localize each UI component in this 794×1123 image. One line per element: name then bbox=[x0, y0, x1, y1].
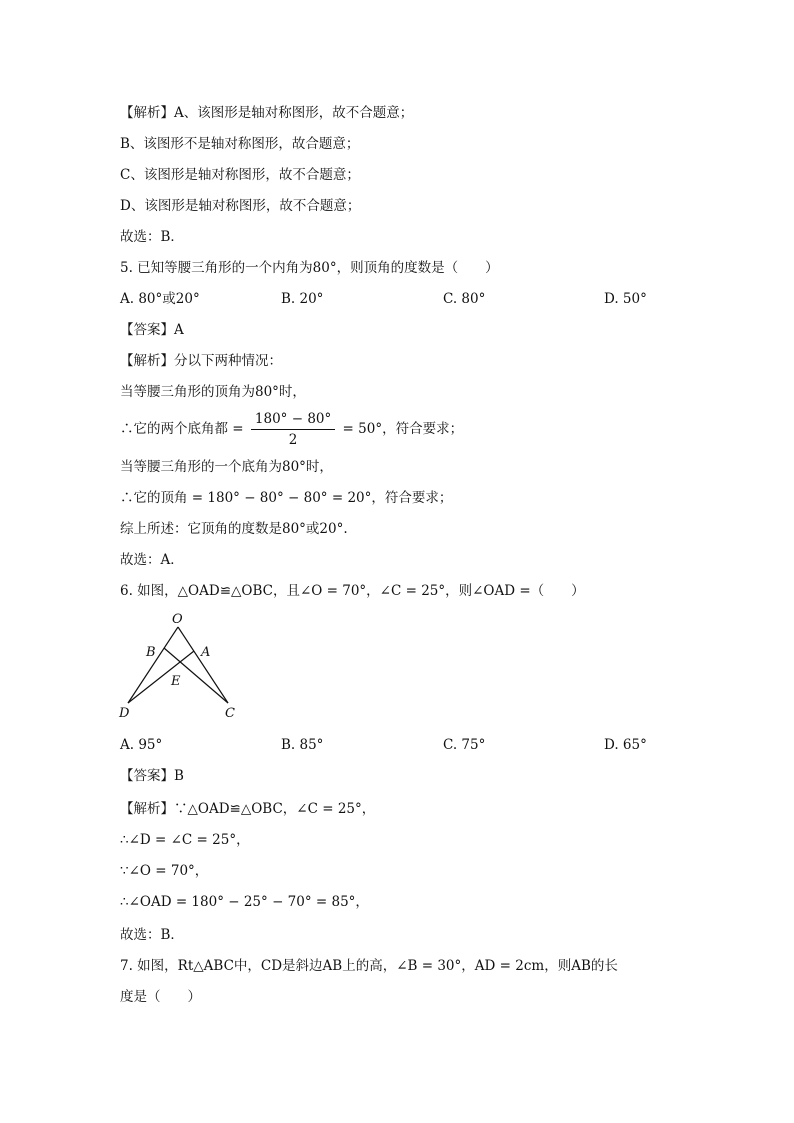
q6-answer: 【答案】B bbox=[120, 768, 184, 784]
q5-fraction bbox=[251, 410, 335, 449]
q6-analysis-line-2: ∴∠D = ∠C = 25°， bbox=[120, 832, 250, 848]
q5-option-c: C. 80° bbox=[443, 291, 486, 307]
q4-analysis-line-2: B、该图形不是轴对称图形，故合题意； bbox=[120, 136, 360, 152]
segment-oc bbox=[178, 627, 228, 703]
q6-conclusion: 故选：B． bbox=[120, 927, 184, 943]
q6-analysis-line-1: 【解析】∵△OAD≌△OBC，∠C = 25°， bbox=[120, 801, 376, 817]
label-e: E bbox=[171, 674, 181, 689]
q6-question: 6. 如图，△OAD≌△OBC，且∠O = 70°，∠C = 25°，则∠OAD =（ ） bbox=[120, 583, 585, 599]
q6-option-a: A. 95° bbox=[120, 737, 163, 753]
q4-conclusion: 故选：B． bbox=[120, 229, 184, 245]
segment-ad bbox=[128, 651, 194, 703]
q7-question-line-1: 7. 如图，Rt△ABC中，CD是斜边AB上的高，∠B = 30°，AD = 2cm，则AB的长 bbox=[120, 958, 618, 974]
q5-option-a: A. 80°或20° bbox=[120, 291, 200, 307]
q6-analysis-line-3: ∵∠O = 70°， bbox=[120, 863, 209, 879]
q5-analysis-line-1: 【解析】分以下两种情况： bbox=[120, 353, 282, 369]
q6-option-c: C. 75° bbox=[443, 737, 486, 753]
q5-fraction-prefix: ∴它的两个底角都 = bbox=[120, 421, 244, 437]
segment-od bbox=[128, 627, 178, 703]
q6-figure bbox=[112, 610, 252, 725]
q5-analysis-line-6: 综上所述：它顶角的度数是80°或20°. bbox=[120, 521, 348, 537]
q5-option-b: B. 20° bbox=[281, 291, 324, 307]
q5-answer: 【答案】A bbox=[120, 322, 184, 338]
q4-analysis-line-3: C、该图形是轴对称图形，故不合题意； bbox=[120, 167, 360, 183]
q5-fraction-suffix: = 50°，符合要求； bbox=[342, 421, 464, 437]
label-b: B bbox=[146, 645, 156, 660]
q5-fraction-numerator: 180° − 80° bbox=[251, 410, 335, 430]
q5-conclusion: 故选：A． bbox=[120, 552, 184, 568]
q7-question-line-2: 度是（ ） bbox=[120, 989, 201, 1005]
q4-analysis-line-1: 【解析】A、该图形是轴对称图形，故不合题意； bbox=[120, 105, 414, 121]
q5-analysis-fraction-line bbox=[120, 410, 463, 449]
q5-analysis-line-2: 当等腰三角形的顶角为80°时， bbox=[120, 384, 306, 400]
label-a: A bbox=[201, 645, 211, 660]
q5-analysis-line-4: 当等腰三角形的一个底角为80°时， bbox=[120, 459, 333, 475]
q6-analysis-line-4: ∴∠OAD = 180° − 25° − 70° = 85°， bbox=[120, 894, 369, 910]
q5-option-d: D. 50° bbox=[604, 291, 647, 307]
q6-option-b: B. 85° bbox=[281, 737, 324, 753]
label-o: O bbox=[172, 612, 183, 627]
q6-option-d: D. 65° bbox=[604, 737, 647, 753]
q4-analysis-line-4: D、该图形是轴对称图形，故不合题意； bbox=[120, 198, 361, 214]
q5-fraction-denominator: 2 bbox=[288, 432, 298, 448]
label-d: D bbox=[119, 706, 130, 721]
q5-question: 5. 已知等腰三角形的一个内角为80°，则顶角的度数是（ ） bbox=[120, 260, 499, 276]
label-c: C bbox=[225, 706, 235, 721]
q5-analysis-line-5: ∴它的顶角 = 180° − 80° − 80° = 20°，符合要求； bbox=[120, 490, 453, 506]
